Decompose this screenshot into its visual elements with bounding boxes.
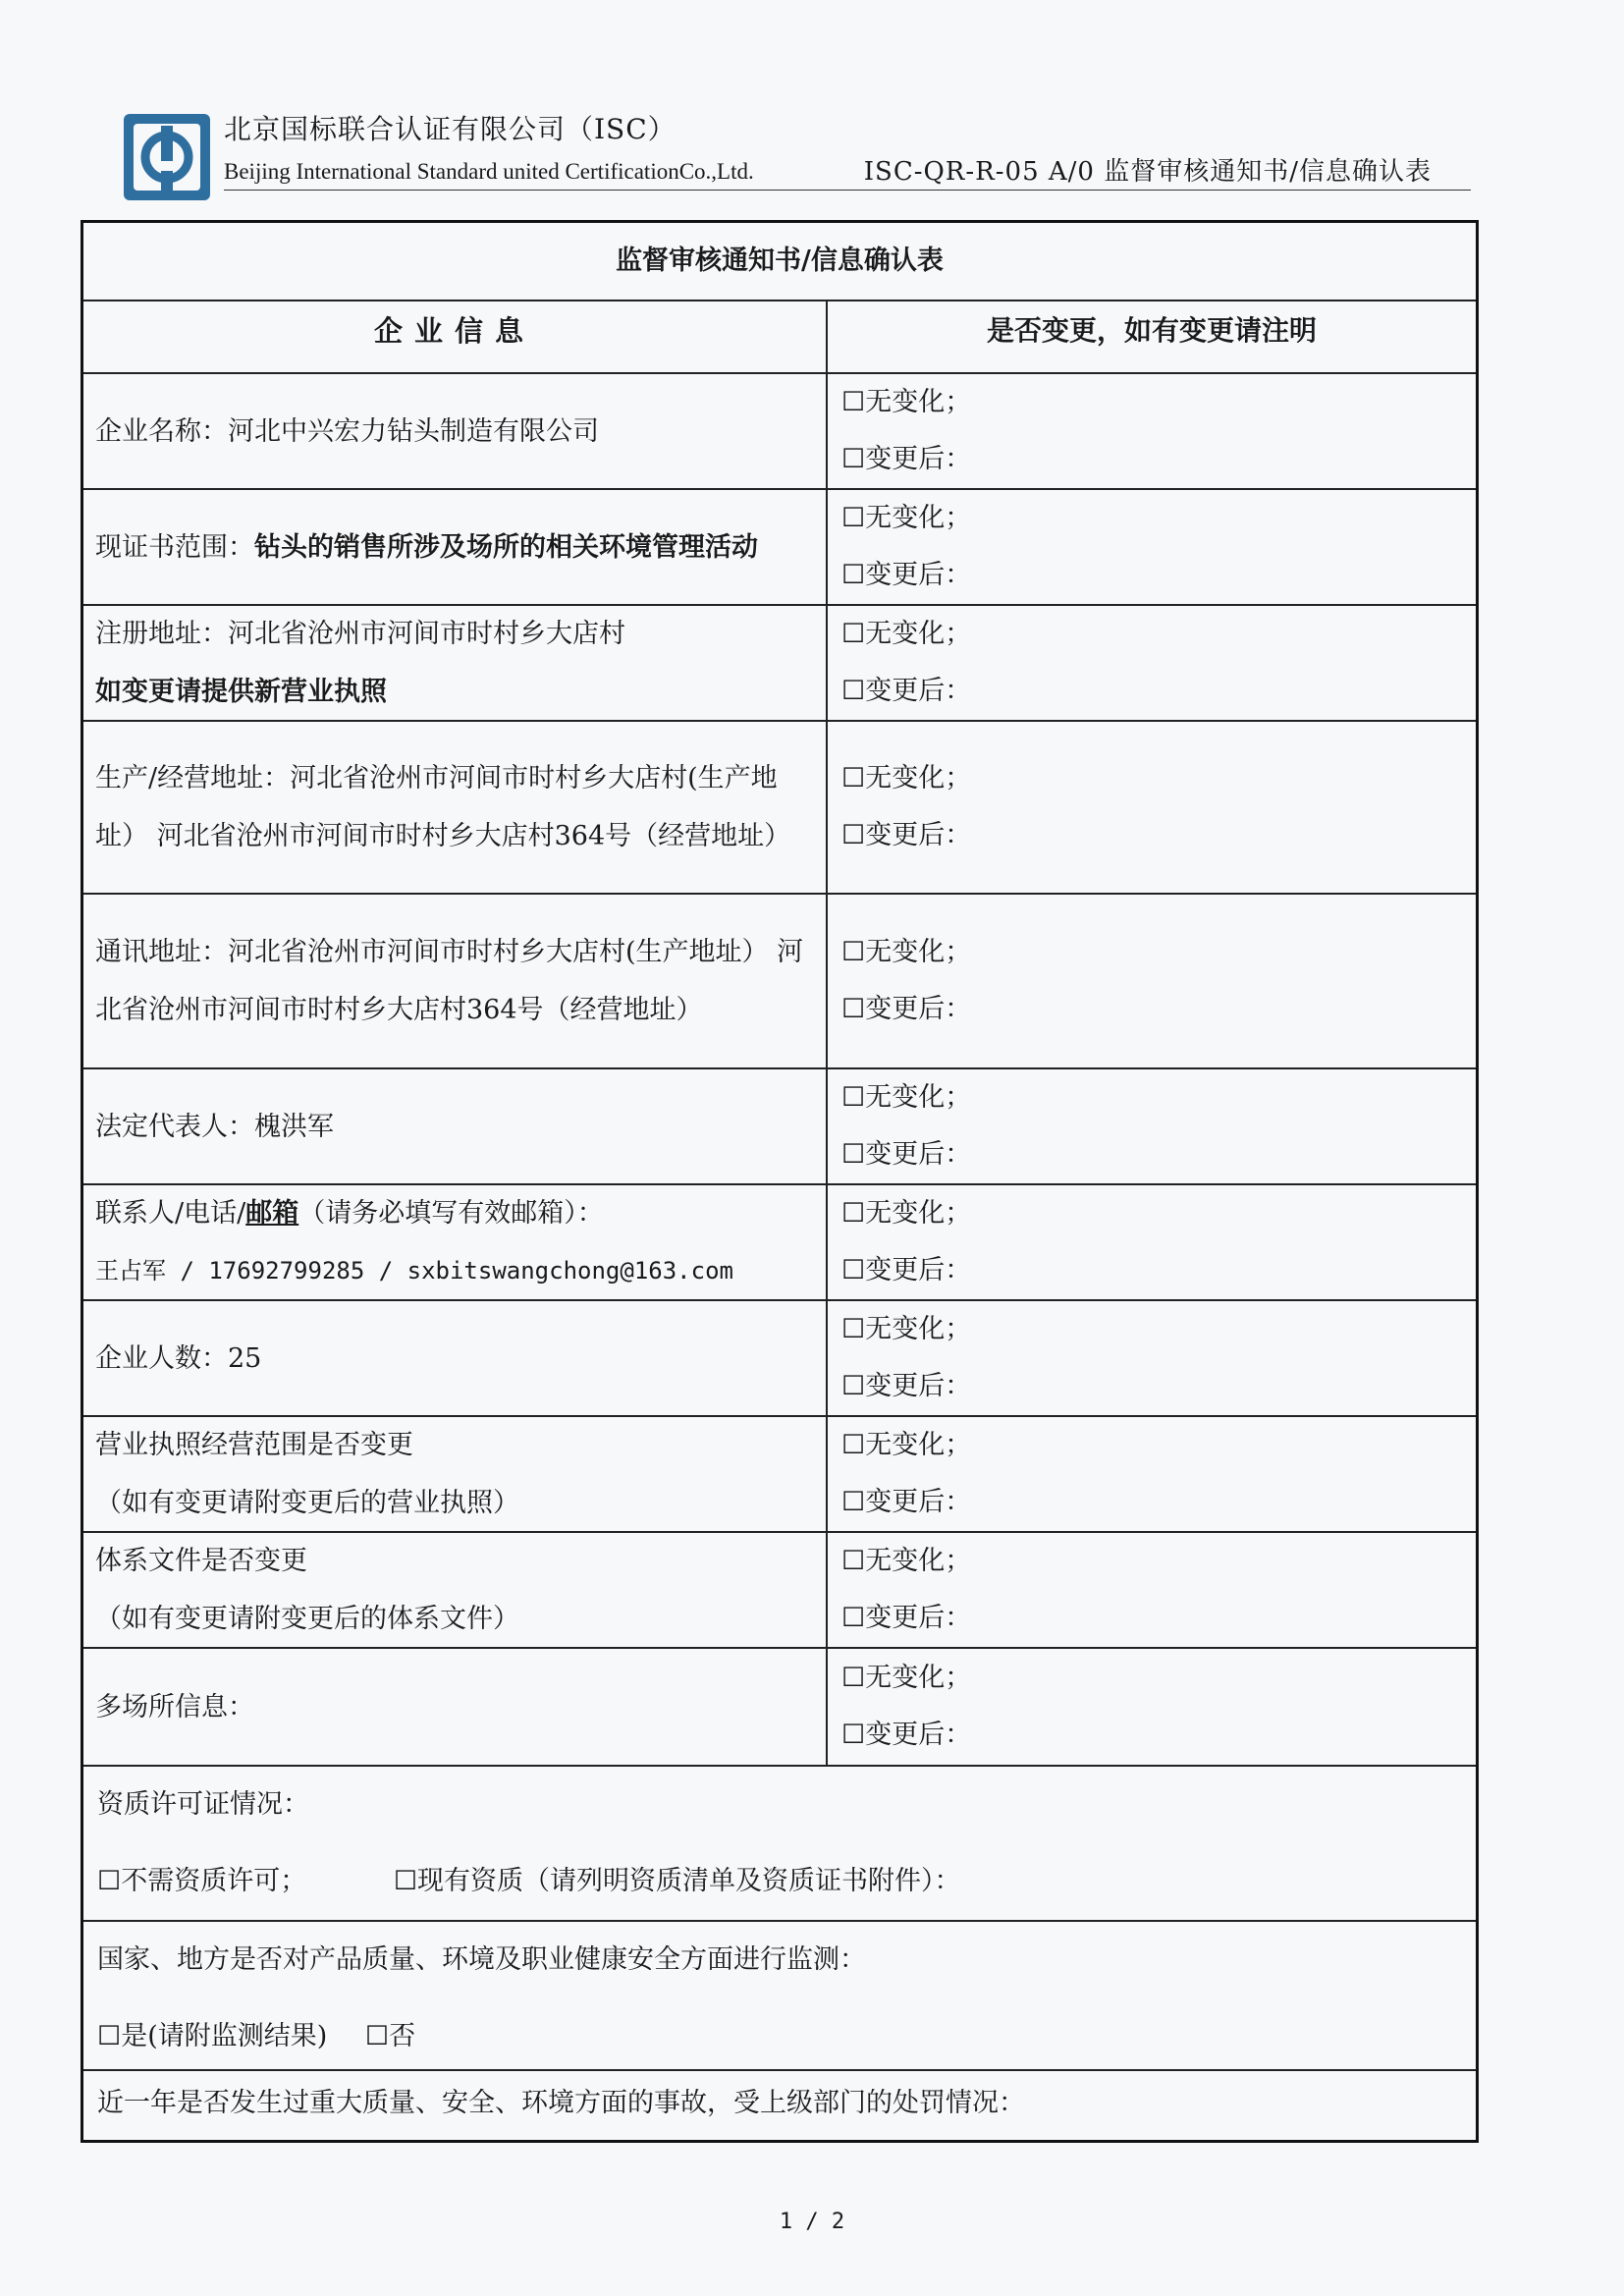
checkbox-existing-qualification[interactable]: ☐现有资质（请列明资质清单及资质证书附件）： [393,1866,961,1896]
form-title-row [83,223,1476,301]
document-code: ISC-QR-R-05 A/0 监督审核通知书/信息确认表 [863,157,1432,187]
company-name-field: 企业名称：河北中兴宏力钻头制造有限公司 [95,415,599,447]
company-name-en: Beijing International Standard united CertificationCo.,Ltd. [224,159,754,184]
row-registered-address [83,606,1476,722]
checkbox-changed[interactable]: ☐变更后： [841,1603,972,1633]
checkbox-no-qualification-required[interactable]: ☐不需资质许可； [97,1866,307,1896]
certificate-scope-field [95,519,814,576]
checkbox-changed[interactable]: ☐变更后： [841,444,972,474]
checkbox-changed[interactable]: ☐变更后： [841,1720,972,1750]
checkbox-no-change[interactable]: ☐无变化； [841,1198,972,1229]
qualification-options [97,1843,1462,1920]
checkbox-no-change[interactable]: ☐无变化； [841,937,972,967]
email-emphasis: 邮箱 [245,1198,299,1229]
checkbox-no-change[interactable]: ☐无变化； [841,1546,972,1576]
business-license-note: （如有变更请附变更后的营业执照） [95,1488,519,1518]
business-license-question: 营业执照经营范围是否变更 [95,1430,413,1460]
row-system-documents [83,1533,1476,1649]
row-legal-representative [83,1069,1476,1185]
checkbox-changed[interactable]: ☐变更后： [841,994,972,1024]
contact-label: 联系人/电话/邮箱（请务必填写有效邮箱）： [95,1198,604,1229]
page-number: 1 / 2 [779,2210,845,2234]
column-header-change: 是否变更，如有变更请注明 [986,314,1317,347]
row-multi-site [83,1649,1476,1767]
checkbox-no-change[interactable]: ☐无变化； [841,619,972,649]
checkbox-no-change[interactable]: ☐无变化； [841,1430,972,1460]
certificate-scope-value: 钻头的销售所涉及场所的相关环境管理活动 [254,531,758,563]
row-monitoring [83,1922,1476,2071]
confirmation-form [81,220,1479,2143]
legal-representative-field: 法定代表人：槐洪军 [95,1111,334,1142]
qualification-label: 资质许可证情况： [97,1789,309,1820]
registered-address-note: 如变更请提供新营业执照 [95,677,387,707]
system-documents-note: （如有变更请附变更后的体系文件） [95,1604,519,1634]
row-production-address [83,722,1476,895]
checkbox-no-change[interactable]: ☐无变化； [841,1082,972,1113]
employee-count-field: 企业人数：25 [95,1342,262,1374]
page-header [116,98,1471,196]
checkbox-changed[interactable]: ☐变更后： [841,820,972,850]
certificate-scope-label: 现证书范围： [95,531,254,563]
checkbox-no-change[interactable]: ☐无变化； [841,503,972,533]
header-divider [224,190,1471,191]
accident-label: 近一年是否发生过重大质量、安全、环境方面的事故，受上级部门的处罚情况： [97,2088,1025,2118]
mailing-address-field: 通讯地址：河北省沧州市河间市时村乡大店村(生产地址） 河北省沧州市河间市时村乡大店村364号（经营地址） [95,937,804,1025]
checkbox-changed[interactable]: ☐变更后： [841,1371,972,1401]
checkbox-changed[interactable]: ☐变更后： [841,1487,972,1517]
row-mailing-address [83,895,1476,1069]
checkbox-monitoring-no[interactable]: ☐否 [364,2021,416,2051]
company-name-cn: 北京国标联合认证有限公司（ISC） [224,113,677,145]
monitoring-label: 国家、地方是否对产品质量、环境及职业健康安全方面进行监测： [97,1944,866,1975]
checkbox-changed[interactable]: ☐变更后： [841,1255,972,1285]
row-accident [83,2071,1476,2146]
row-contact [83,1185,1476,1301]
column-header-company-info: 企业信息 [83,301,828,372]
checkbox-changed[interactable]: ☐变更后： [841,560,972,590]
contact-value: 王占军 / 17692799285 / sxbitswangchong@163.com [95,1257,733,1285]
row-certificate-scope [83,490,1476,606]
registered-address-field: 注册地址：河北省沧州市河间市时村乡大店村 [95,619,625,649]
checkbox-monitoring-yes[interactable]: ☐是(请附监测结果) [97,2021,328,2051]
checkbox-no-change[interactable]: ☐无变化； [841,387,972,417]
checkbox-no-change[interactable]: ☐无变化； [841,1663,972,1693]
checkbox-no-change[interactable]: ☐无变化； [841,763,972,793]
form-title: 监督审核通知书/信息确认表 [616,246,944,276]
row-company-name [83,374,1476,490]
row-employee-count [83,1301,1476,1417]
row-qualification [83,1767,1476,1922]
checkbox-changed[interactable]: ☐变更后： [841,1139,972,1170]
multi-site-field: 多场所信息： [95,1691,254,1722]
checkbox-no-change[interactable]: ☐无变化； [841,1314,972,1344]
production-address-field: 生产/经营地址：河北省沧州市河间市时村乡大店村(生产地址） 河北省沧州市河间市时村乡大店村364号（经营地址） [95,763,791,851]
monitoring-options [97,1998,1462,2075]
system-documents-question: 体系文件是否变更 [95,1546,307,1576]
column-header-row [83,301,1476,374]
row-business-license [83,1417,1476,1533]
checkbox-changed[interactable]: ☐变更后： [841,676,972,706]
isc-logo-icon [122,112,212,202]
